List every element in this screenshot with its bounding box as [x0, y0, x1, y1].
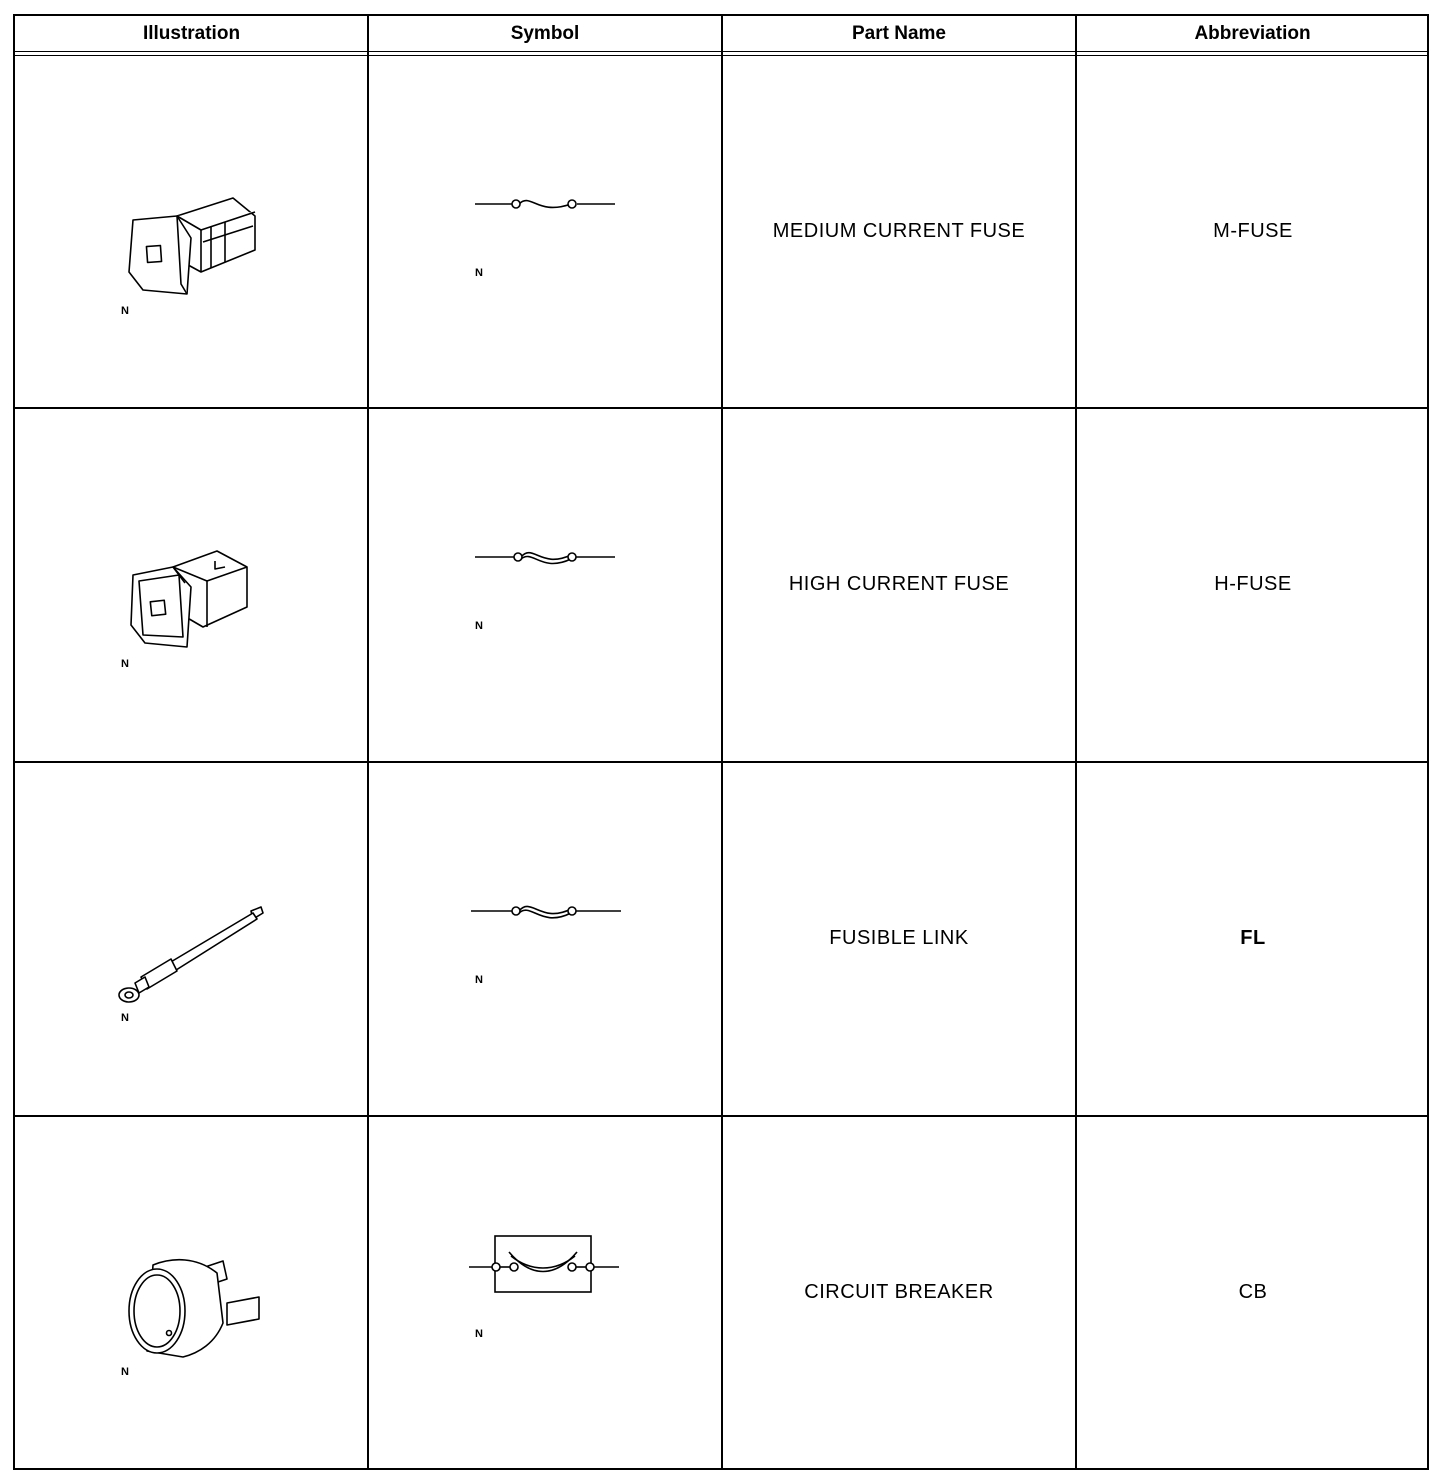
illustration-note: N: [121, 658, 129, 670]
abbreviation: M-FUSE: [1213, 220, 1293, 242]
part-name: CIRCUIT BREAKER: [804, 1281, 994, 1303]
symbol-note: N: [475, 974, 483, 986]
abbreviation-cell: [1077, 56, 1429, 408]
illustration-cell: [15, 409, 367, 761]
illustration-note: N: [121, 305, 129, 317]
illustration-cell: [15, 763, 367, 1115]
header-part-name: Part Name: [852, 23, 946, 44]
circuit-breaker-symbol-icon: [469, 1234, 619, 1294]
fuse-symbol-icon: [475, 194, 615, 214]
abbreviation-cell: [1077, 763, 1429, 1115]
abbreviation: CB: [1238, 1281, 1268, 1303]
parts-symbol-table: [13, 14, 1429, 1470]
table-row: [15, 56, 1427, 408]
illustration-cell: [15, 56, 367, 408]
part-name: HIGH CURRENT FUSE: [788, 573, 1010, 595]
table-row: [15, 763, 1427, 1115]
part-name-cell: [723, 1117, 1075, 1470]
illustration-note: N: [121, 1366, 129, 1378]
abbreviation: FL: [1240, 927, 1266, 949]
high-current-fuse-illustration-icon: [127, 547, 257, 657]
symbol-cell: [369, 409, 721, 761]
illustration-note: N: [121, 1012, 129, 1024]
table-row: [15, 1117, 1427, 1470]
illustration-cell: [15, 1117, 367, 1470]
part-name-cell: [723, 56, 1075, 408]
fusible-link-symbol-icon: [471, 900, 621, 922]
abbreviation: H-FUSE: [1214, 573, 1292, 595]
high-current-fuse-symbol-icon: [475, 547, 615, 567]
abbreviation-cell: [1077, 1117, 1429, 1470]
abbreviation-cell: [1077, 409, 1429, 761]
part-name: MEDIUM CURRENT FUSE: [772, 220, 1026, 242]
table-row: [15, 409, 1427, 761]
symbol-cell: [369, 56, 721, 408]
header-abbreviation: Abbreviation: [1194, 23, 1311, 44]
header-symbol: Symbol: [510, 23, 580, 44]
header-illustration: Illustration: [142, 23, 241, 44]
circuit-breaker-illustration-icon: [123, 1251, 273, 1361]
part-name: FUSIBLE LINK: [829, 927, 969, 949]
part-name-cell: [723, 409, 1075, 761]
symbol-note: N: [475, 267, 483, 279]
symbol-note: N: [475, 1328, 483, 1340]
symbol-note: N: [475, 620, 483, 632]
symbol-cell: [369, 763, 721, 1115]
symbol-cell: [369, 1117, 721, 1470]
part-name-cell: [723, 763, 1075, 1115]
fusible-link-illustration-icon: [115, 903, 275, 1003]
medium-current-fuse-illustration-icon: [125, 194, 265, 304]
